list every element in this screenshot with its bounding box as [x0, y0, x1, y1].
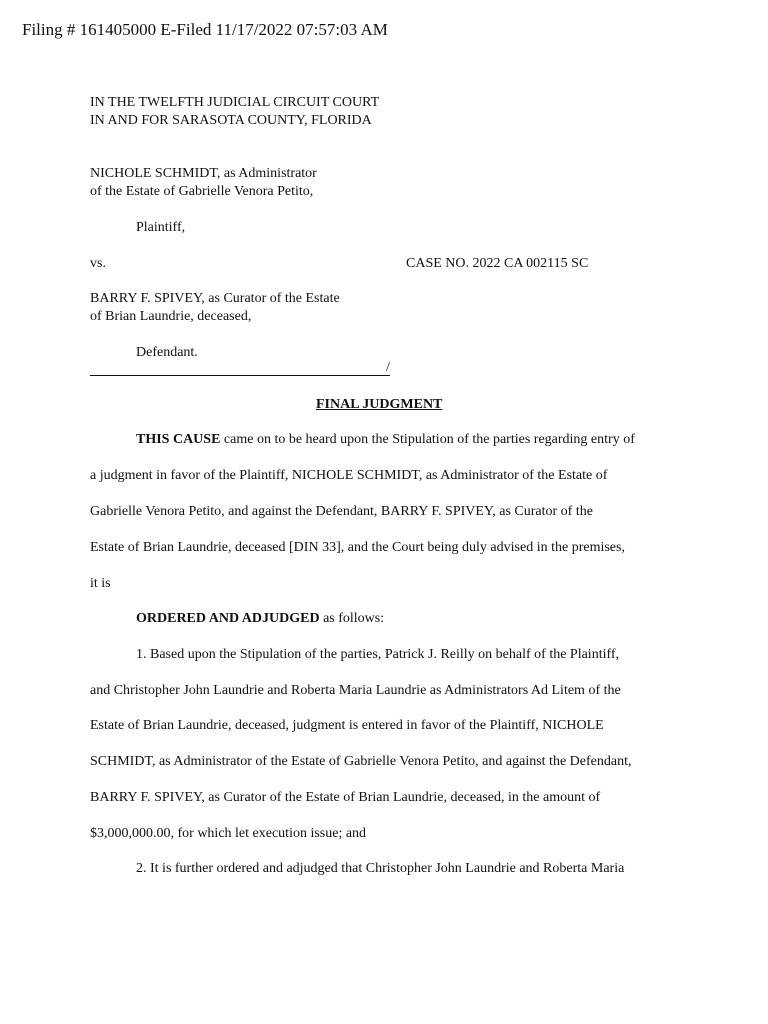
para1-line3: Estate of Brian Laundrie, deceased, judgment is entered in favor of the Plaintiff, NICHOLE	[90, 718, 604, 733]
para1-line1: 1. Based upon the Stipulation of the parties, Patrick J. Reilly on behalf of the Plaintiff,	[136, 647, 620, 662]
court-name-line1: IN THE TWELFTH JUDICIAL CIRCUIT COURT	[90, 95, 380, 110]
plaintiff-line2: of the Estate of Gabrielle Venora Petito,	[90, 184, 314, 199]
caption-slash: /	[386, 360, 390, 375]
intro-line2: a judgment in favor of the Plaintiff, NICHOLE SCHMIDT, as Administrator of the Estate of	[90, 468, 608, 483]
caption-rule	[90, 375, 390, 376]
plaintiff-role: Plaintiff,	[136, 220, 186, 235]
para1-line4: SCHMIDT, as Administrator of the Estate of Gabrielle Venora Petito, and against the Defendant,	[90, 754, 632, 769]
para1-line6: $3,000,000.00, for which let execution issue; and	[90, 826, 367, 841]
para2-line1: 2. It is further ordered and adjudged that Christopher John Laundrie and Roberta Maria	[136, 861, 625, 876]
court-name-line2: IN AND FOR SARASOTA COUNTY, FLORIDA	[90, 113, 372, 128]
intro-line4: Estate of Brian Laundrie, deceased [DIN 33], and the Court being duly advised in the premises,	[90, 540, 625, 555]
ordered-label: ORDERED AND ADJUDGED	[136, 611, 320, 626]
intro-line3: Gabrielle Venora Petito, and against the Defendant, BARRY F. SPIVEY, as Curator of the	[90, 504, 593, 519]
versus-label: vs.	[90, 256, 106, 271]
defendant-role: Defendant.	[136, 345, 198, 360]
defendant-line1: BARRY F. SPIVEY, as Curator of the Estate	[90, 291, 340, 306]
defendant-line2: of Brian Laundrie, deceased,	[90, 309, 252, 324]
ordered-heading	[136, 611, 384, 627]
intro-line5: it is	[90, 576, 111, 591]
para1-line2: and Christopher John Laundrie and Roberta Maria Laundrie as Administrators Ad Litem of the	[90, 683, 621, 698]
ordered-rest: as follows:	[319, 611, 385, 626]
this-cause-label: THIS CAUSE	[136, 432, 221, 447]
filing-header: Filing # 161405000 E-Filed 11/17/2022 07:57:03 AM	[22, 20, 388, 39]
intro-line1	[136, 432, 635, 448]
document-title: FINAL JUDGMENT	[316, 397, 443, 412]
intro-line1-text: came on to be heard upon the Stipulation of the parties regarding entry of	[220, 432, 635, 447]
case-number: CASE NO. 2022 CA 002115 SC	[406, 256, 589, 271]
para1-line5: BARRY F. SPIVEY, as Curator of the Estate of Brian Laundrie, deceased, in the amount of	[90, 790, 601, 805]
plaintiff-line1: NICHOLE SCHMIDT, as Administrator	[90, 166, 317, 181]
